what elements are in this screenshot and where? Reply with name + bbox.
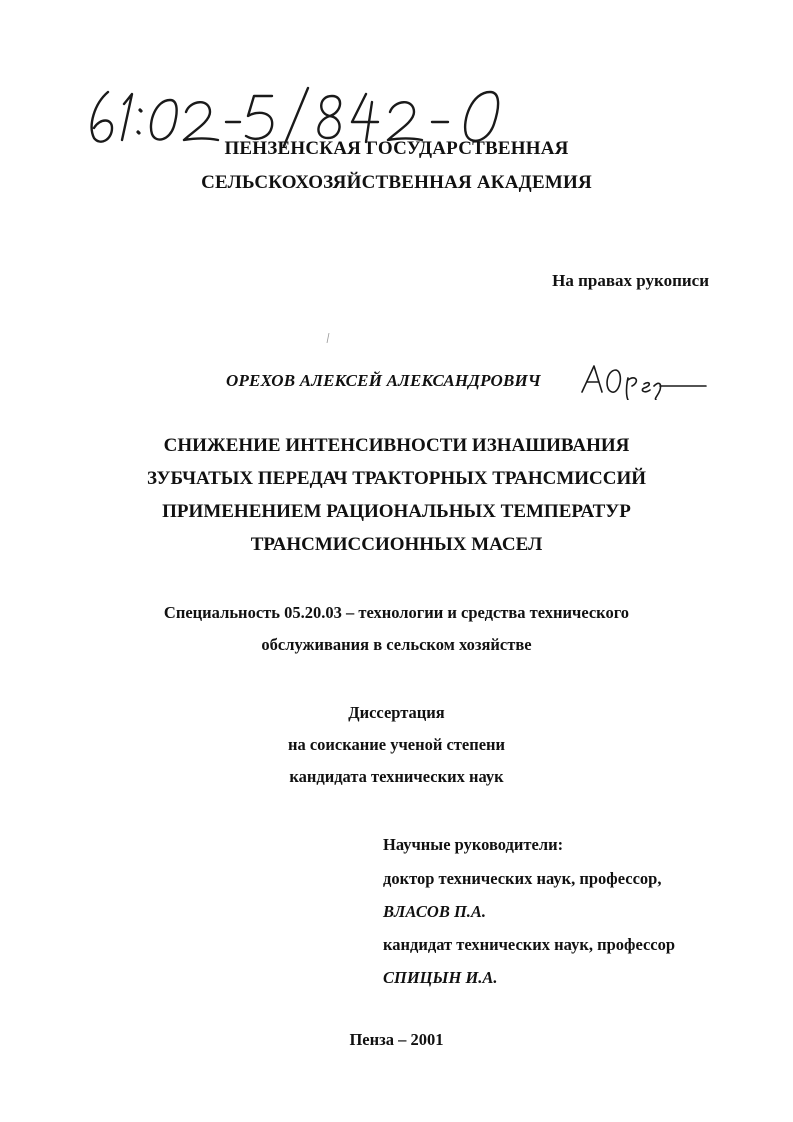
institution-line-1: ПЕНЗЕНСКАЯ ГОСУДАРСТВЕННАЯ: [224, 138, 569, 159]
title-line-2: ЗУБЧАТЫХ ПЕРЕДАЧ ТРАКТОРНЫХ ТРАНСМИССИЙ: [146, 468, 647, 489]
dissertation-field-line: кандидата технических наук: [289, 767, 504, 786]
supervisor-1-degree: доктор технических наук, профессор,: [383, 869, 662, 888]
author-signature: [578, 360, 708, 400]
specialty-line-2: обслуживания в сельском хозяйстве: [261, 635, 532, 654]
rights-note: На правах рукописи: [552, 271, 709, 290]
title-line-4: ТРАНСМИССИОННЫХ МАСЕЛ: [250, 534, 543, 555]
supervisors-heading: Научные руководители:: [383, 835, 564, 854]
supervisor-1-name: ВЛАСОВ П.А.: [383, 902, 487, 921]
institution-line-2: СЕЛЬСКОХОЗЯЙСТВЕННАЯ АКАДЕМИЯ: [201, 172, 592, 193]
supervisor-2-name: СПИЦЫН И.А.: [383, 968, 498, 987]
dissertation-degree-line: на соискание ученой степени: [287, 735, 506, 754]
dissertation-label: Диссертация: [348, 703, 445, 722]
stray-pen-mark: [326, 333, 330, 343]
place-year: Пенза – 2001: [349, 1030, 444, 1049]
author-name: ОРЕХОВ АЛЕКСЕЙ АЛЕКСАНДРОВИЧ: [226, 371, 541, 390]
title-line-1: СНИЖЕНИЕ ИНТЕНСИВНОСТИ ИЗНАШИВАНИЯ: [163, 435, 630, 456]
supervisor-2-degree: кандидат технических наук, профессор: [383, 935, 676, 954]
specialty-line-1: Специальность 05.20.03 – технологии и средства технического: [163, 603, 630, 622]
title-line-3: ПРИМЕНЕНИЕМ РАЦИОНАЛЬНЫХ ТЕМПЕРАТУР: [162, 501, 631, 522]
